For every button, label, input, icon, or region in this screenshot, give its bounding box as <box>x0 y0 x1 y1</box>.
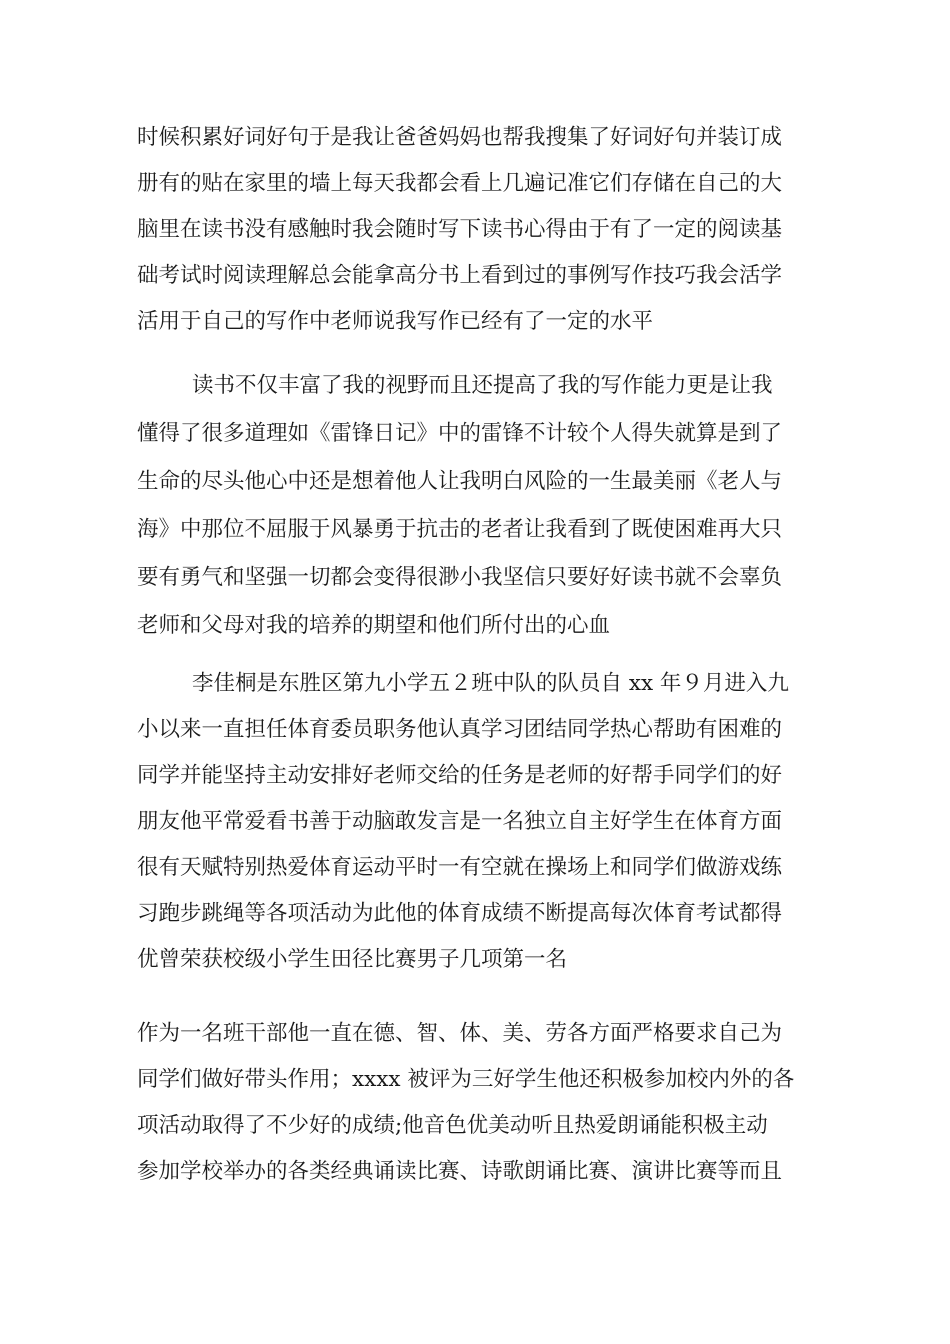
text-line: 础考试时阅读理解总会能拿高分书上看到过的事例写作技巧我会活学 <box>137 263 783 288</box>
text-line: 活用于自己的写作中老师说我写作已经有了一定的水平 <box>137 309 654 334</box>
text-line: 小以来一直担任体育委员职务他认真学习团结同学热心帮助有困难的 <box>137 717 783 742</box>
text-line: 很有天赋特别热爱体育运动平时一有空就在操场上和同学们做游戏练 <box>137 855 783 880</box>
text-line: 懂得了很多道理如《雷锋日记》中的雷锋不计较个人得失就算是到了 <box>137 421 783 446</box>
text-line: 脑里在读书没有感触时我会随时写下读书心得由于有了一定的阅读基 <box>137 217 783 242</box>
text-line: 册有的贴在家里的墙上每天我都会看上几遍记准它们存储在自己的大 <box>137 171 783 196</box>
text-line: 生命的尽头他心中还是想着他人让我明白风险的一生最美丽《老人与 <box>137 469 783 494</box>
text-line: 习跑步跳绳等各项活动为此他的体育成绩不断提高每次体育考试都得 <box>137 901 783 926</box>
text-line: 朋友他平常爱看书善于动脑敢发言是一名独立自主好学生在体育方面 <box>137 809 783 834</box>
text-line: 要有勇气和坚强一切都会变得很渺小我坚信只要好好读书就不会辜负 <box>137 565 783 590</box>
text-line: 时候积累好词好句于是我让爸爸妈妈也帮我搜集了好词好句并装订成 <box>137 125 783 150</box>
paragraph-first-line: 作为一名班干部他一直在德、智、体、美、劳各方面严格要求自己为 <box>137 1021 783 1046</box>
text-line: 同学并能坚持主动安排好老师交给的任务是老师的好帮手同学们的好 <box>137 763 783 788</box>
text-line: 优曾荣获校级小学生田径比赛男子几项第一名 <box>137 947 568 972</box>
text-line: 老师和父母对我的培养的期望和他们所付出的心血 <box>137 613 611 638</box>
paragraph-first-line: 李佳桐是东胜区第九小学五２班中队的队员自 xx 年９月进入九 <box>192 671 789 696</box>
text-line: 同学们做好带头作用；xxxx 被评为三好学生他还积极参加校内外的各 <box>137 1067 795 1092</box>
paragraph-first-line: 读书不仅丰富了我的视野而且还提高了我的写作能力更是让我 <box>192 373 773 398</box>
text-line: 参加学校举办的各类经典诵读比赛、诗歌朗诵比赛、演讲比赛等而且 <box>137 1159 783 1184</box>
text-line: 海》中那位不屈服于风暴勇于抗击的老者让我看到了既使困难再大只 <box>137 517 783 542</box>
text-line: 项活动取得了不少好的成绩;他音色优美动听且热爱朗诵能积极主动 <box>137 1113 768 1138</box>
